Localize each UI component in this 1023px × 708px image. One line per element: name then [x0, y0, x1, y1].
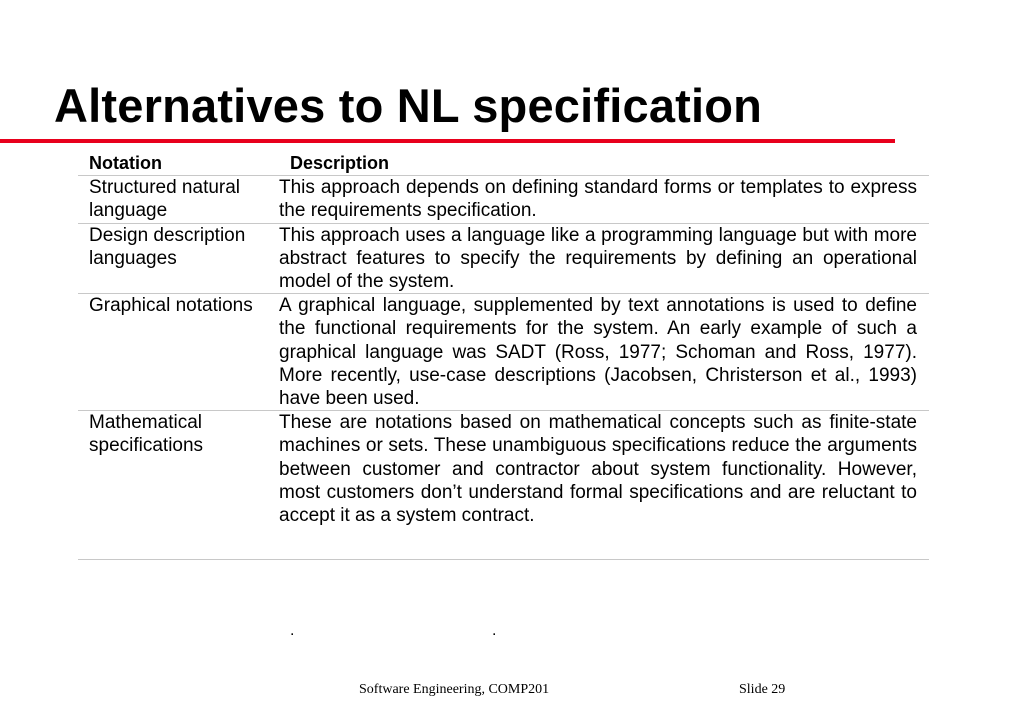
table-row [78, 294, 929, 411]
table-header-row [78, 150, 929, 176]
notation-cell: Design description languages [89, 224, 246, 269]
slide-title: Alternatives to NL specification [54, 79, 763, 132]
description-cell: This approach depends on defining standard forms or templates to express the requirements specification. [279, 177, 917, 222]
table-row [78, 223, 929, 294]
stray-dot: . [290, 622, 295, 639]
notation-table [78, 150, 929, 560]
header-notation: Notation [89, 153, 162, 173]
description-cell: A graphical language, supplemented by text annotations is used to define the functional requirements for the system. An early example of such a graphical language was SADT (Ross, 1977; Schoman and Ross, 1977). More recently, use-case descriptions (Jacobsen, Christerson et al., 1993) have been used. [279, 295, 917, 410]
footer-course: Software Engineering, COMP201 [359, 682, 550, 697]
table-row [78, 176, 929, 223]
notation-cell: Mathematical specifications [89, 412, 204, 457]
header-description: Description [290, 153, 390, 173]
table-row [78, 411, 929, 560]
description-cell: This approach uses a language like a programming language but with more abstract features to specify the requirements by defining an operational model of the system. [279, 224, 917, 293]
notation-cell: Structured natural language [89, 177, 241, 222]
stray-dot: . [492, 622, 497, 639]
title-underline [0, 139, 895, 143]
notation-cell: Graphical notations [89, 295, 253, 317]
footer-slide-number: Slide 29 [739, 682, 786, 697]
description-cell: These are notations based on mathematical concepts such as finite-state machines or sets. These unambiguous specifications reduce the arguments between customer and contractor about system functionality. However, most customers don’t understand formal specifications and are reluctant to accept it as a system contract. [279, 412, 917, 527]
